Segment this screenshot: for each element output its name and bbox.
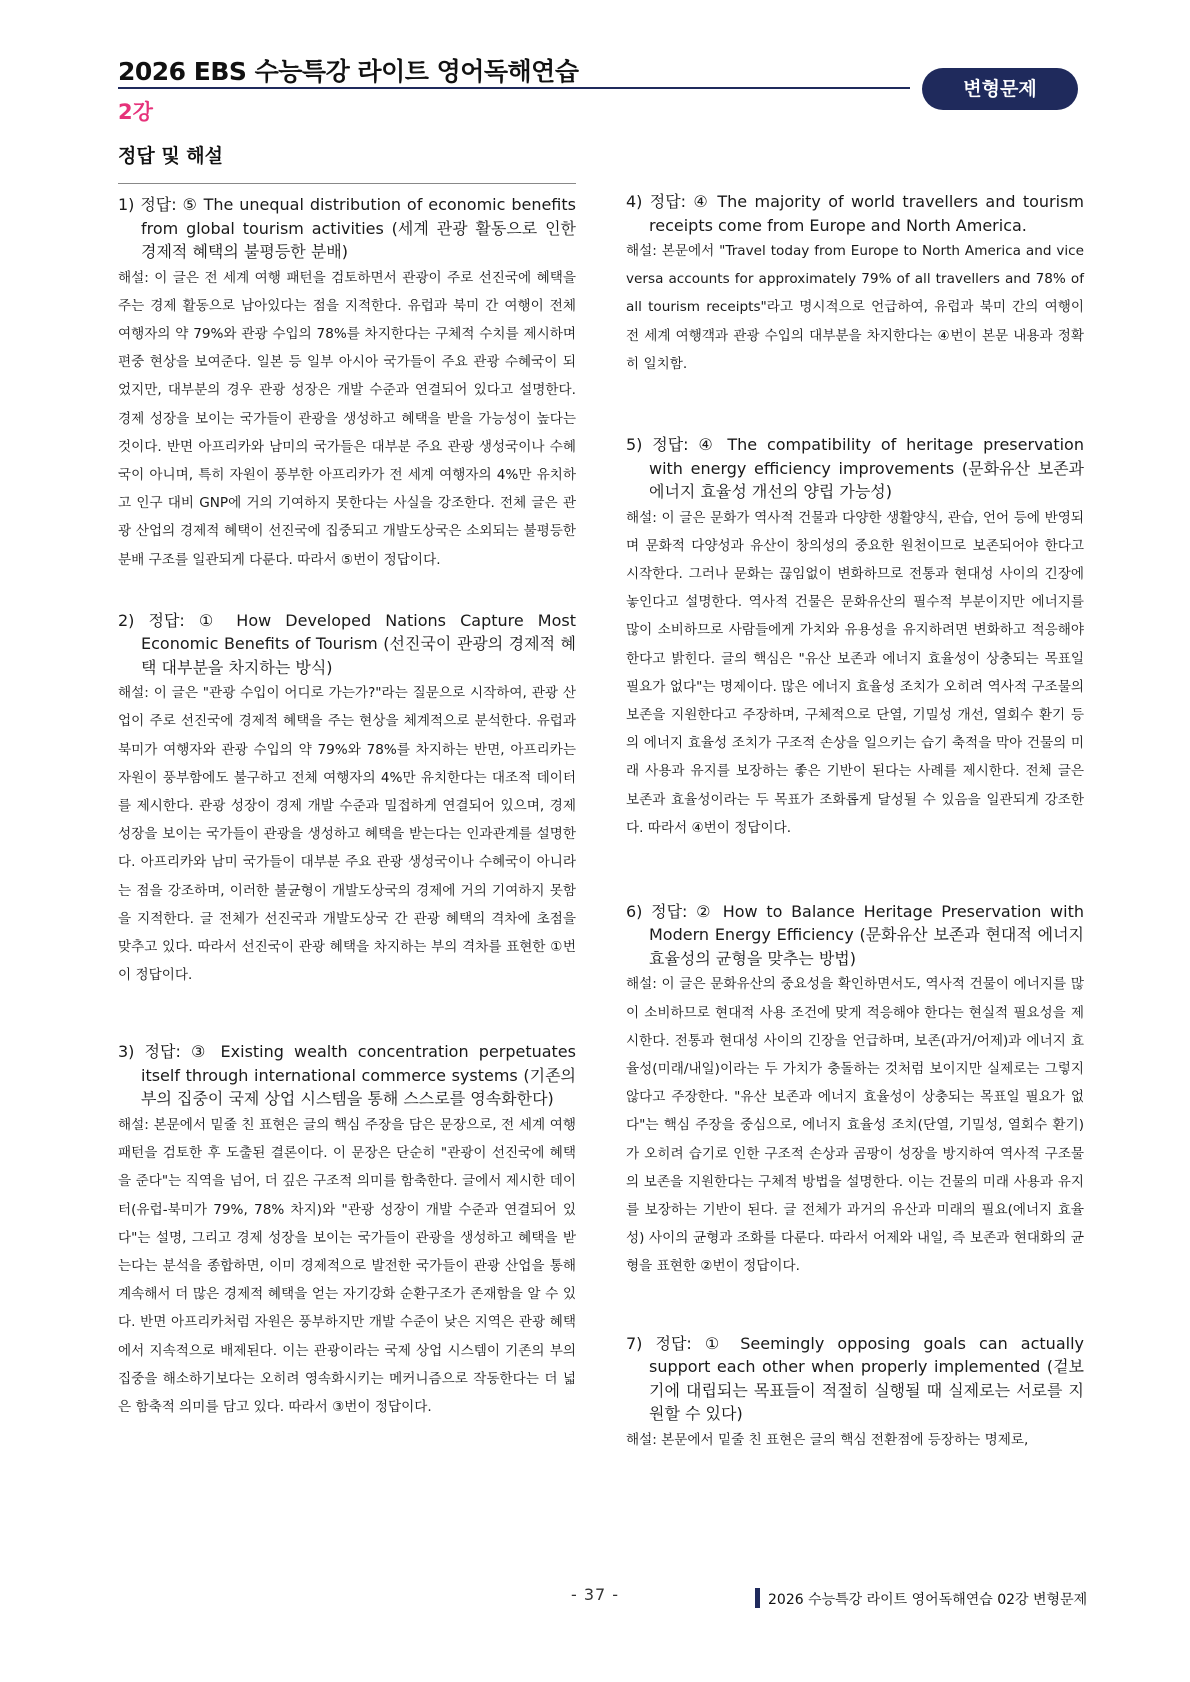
- explanation-text: 해설: 이 글은 전 세계 여행 패턴을 검토하면서 관광이 주로 선진국에 혜택을 주는 경제 활동으로 남아있다는 점을 지적한다. 유럽과 북미 간 여행이 전체 여행자의 약 79%와 관광 수입의 78%를 차지한다는 구체적 수치를 제시하며 편중 현상을 보여준다. 일본 등 일부 아시아 국가들이 주요 관광 수혜국이 되었지만, 대부분의 경우 관광 성장은 개발 수준과 연결되어 있다고 설명한다. 경제 성장을 보이는 국가들이 관광을 생성하고 혜택을 받을 가능성이 높다는 것이다. 반면 아프리카와 남미의 국가들은 대부분 주요 관광 생성국이나 수혜국이 아니며, 특히 자원이 풍부한 아프리카가 전 세계 여행자의 4%만 유치하고 인구 대비 GNP에 거의 기여하지 못한다는 사실을 강조한다. 전체 글은 관광 산업의 경제적 혜택이 선진국에 집중되고 개발도상국은 소외되는 불평등한 분배 구조를 일관되게 다룬다. 따라서 ⑤번이 정답이다.: [118, 269, 576, 568]
- explanation-text: 해설: 본문에서 "Travel today from Europe to North America and vice versa accounts for approximately 79% of all travellers and 78% of all tourism receipts"라고 명시적으로 언급하여, 유럽과 북미 간의 여행이 전 세계 여행객과 관광 수입의 대부분을 차지한다는 ④번이 본문 내용과 정확히 일치함.: [626, 243, 1084, 372]
- footer-title: 2026 수능특강 라이트 영어독해연습 02강 변형문제: [768, 1592, 1088, 1608]
- answer-item-4: [626, 190, 1084, 378]
- footer-marker: [755, 1588, 760, 1608]
- answer-item-3: [118, 1040, 576, 1421]
- left-column: [118, 193, 576, 1421]
- answer-line: 4) 정답: ④ The majority of world travellers and tourism receipts come from Europe and North America.: [626, 192, 1084, 235]
- header-title: 2026 EBS 수능특강 라이트 영어독해연습: [118, 57, 579, 86]
- explanation-text: 해설: 이 글은 문화유산의 중요성을 확인하면서도, 역사적 건물이 에너지를 많이 소비하므로 현대적 사용 조건에 맞게 적응해야 한다는 현실적 필요성을 제시한다. 전통과 현대성 사이의 긴장을 언급하며, 보존(과거/어제)과 에너지 효율성(미래/내일)이라는 두 가치가 충돌하는 것처럼 보이지만 실제로는 그렇지 않다고 주장한다. "유산 보존과 에너지 효율성이 상충되는 목표일 필요가 없다"는 핵심 주장을 중심으로, 에너지 효율성 조치(단열, 기밀성, 열회수 환기)가 오히려 습기로 인한 구조적 손상과 곰팡이 성장을 방지하여 역사적 구조물의 보존을 지원한다는 구체적 방법을 설명한다. 이는 건물의 미래 사용과 유지를 보장하는 기반이 된다. 글 전체가 과거의 유산과 미래의 필요(에너지 효율성) 사이의 균형과 조화를 다룬다. 따라서 어제와 내일, 즉 보존과 현대화의 균형을 표현한 ②번이 정답이다.: [626, 976, 1084, 1275]
- section-divider: [118, 183, 576, 184]
- variant-badge: 변형문제: [922, 68, 1078, 110]
- answer-item-6: [626, 900, 1084, 1281]
- answer-item-5: [626, 433, 1084, 842]
- header-divider: [118, 87, 910, 89]
- answer-item-2: [118, 609, 576, 990]
- explanation-text: 해설: 본문에서 밑줄 친 표현은 글의 핵심 전환점에 등장하는 명제로,: [626, 1431, 1029, 1448]
- lesson-label: 2강: [118, 100, 153, 124]
- explanation-text: 해설: 본문에서 밑줄 친 표현은 글의 핵심 주장을 담은 문장으로, 전 세계 여행 패턴을 검토한 후 도출된 결론이다. 이 문장은 단순히 "관광이 선진국에 혜택을 준다"는 직역을 넘어, 더 깊은 구조적 의미를 함축한다. 글에서 제시한 데이터(유럽-북미가 79%, 78% 차지)와 "관광 성장이 개발 수준과 연결되어 있다"는 설명, 그리고 경제 성장을 보이는 국가들이 관광을 생성하고 혜택을 받는다는 분석을 종합하면, 이미 경제적으로 발전한 국가들이 관광 산업을 통해 계속해서 더 많은 경제적 혜택을 얻는 자기강화 순환구조가 존재함을 알 수 있다. 반면 아프리카처럼 자원은 풍부하지만 개발 수준이 낮은 지역은 관광 혜택에서 지속적으로 배제된다. 이는 관광이라는 국제 상업 시스템이 기존의 부의 집중을 해소하기보다는 오히려 영속화시키는 메커니즘으로 작동한다는 더 넓은 함축적 의미를 담고 있다. 따라서 ③번이 정답이다.: [118, 1116, 576, 1415]
- answer-line: 5) 정답: ④ The compatibility of heritage preservation with energy efficiency improvements (문화유산 보존과 에너지 효율성 개선의 양립 가능성): [626, 435, 1084, 502]
- explanation-text: 해설: 이 글은 "관광 수입이 어디로 가는가?"라는 질문으로 시작하여, 관광 산업이 주로 선진국에 경제적 혜택을 주는 현상을 체계적으로 분석한다. 유럽과 북미가 여행자와 관광 수입의 약 79%와 78%를 차지하는 반면, 아프리카는 자원이 풍부함에도 불구하고 전체 여행자의 4%만 유치한다는 대조적 데이터를 제시한다. 관광 성장이 경제 개발 수준과 밀접하게 연결되어 있으며, 경제 성장을 보이는 국가들이 관광을 생성하고 혜택을 받는다는 인과관계를 설명한다. 아프리카와 남미 국가들이 대부분 주요 관광 생성국이나 수혜국이 아니라는 점을 강조하며, 이러한 불균형이 개발도상국의 경제에 거의 기여하지 못함을 지적한다. 글 전체가 선진국과 개발도상국 간 관광 혜택의 격차에 초점을 맞추고 있다. 따라서 선진국이 관광 혜택을 차지하는 부의 격차를 표현한 ①번이 정답이다.: [118, 685, 576, 984]
- answer-line: 2) 정답: ① How Developed Nations Capture Most Economic Benefits of Tourism (선진국이 관광의 경제적 혜택 대부분을 차지하는 방식): [118, 610, 576, 677]
- right-column: [626, 190, 1084, 1454]
- answer-item-1: [118, 193, 576, 574]
- answer-line: 7) 정답: ① Seemingly opposing goals can actually support each other when properly implemented (겉보기에 대립되는 목표들이 적절히 실행될 때 실제로는 서로를 지원할 수 있다): [626, 1333, 1084, 1424]
- section-title: 정답 및 해설: [118, 145, 223, 167]
- answer-line: 1) 정답: ⑤ The unequal distribution of economic benefits from global tourism activities (세계 관광 활동으로 인한 경제적 혜택의 불평등한 분배): [118, 195, 576, 261]
- page-number: - 37 -: [570, 1585, 620, 1604]
- answer-item-7: [626, 1332, 1084, 1454]
- answer-line: 6) 정답: ② How to Balance Heritage Preservation with Modern Energy Efficiency (문화유산 보존과 현대적 에너지 효율성의 균형을 맞추는 방법): [626, 901, 1084, 968]
- answer-line: 3) 정답: ③ Existing wealth concentration perpetuates itself through international commerce systems (기존의 부의 집중이 국제 상업 시스템을 통해 스스로를 영속화한다): [118, 1042, 576, 1109]
- explanation-text: 해설: 이 글은 문화가 역사적 건물과 다양한 생활양식, 관습, 언어 등에 반영되며 문화적 다양성과 유산이 창의성의 중요한 원천이므로 보존되어야 한다고 시작한다. 그러나 문화는 끊임없이 변화하므로 전통과 현대성 사이의 긴장에 놓인다고 설명한다. 역사적 건물은 문화유산의 필수적 부분이지만 에너지를 많이 소비하므로 사람들에게 가치와 유용성을 유지하려면 변화하고 적응해야 한다고 밝힌다. 글의 핵심은 "유산 보존과 에너지 효율성이 상충되는 목표일 필요가 없다"는 명제이다. 많은 에너지 효율성 조치가 오히려 역사적 구조물의 보존을 지원한다고 주장하며, 구체적으로 단열, 기밀성 개선, 열회수 환기 등의 에너지 효율성 조치가 구조적 손상을 일으키는 습기 축적을 막아 건물의 미래 사용과 유지를 보장하는 좋은 기반이 된다는 사례를 제시한다. 전체 글은 보존과 효율성이라는 두 목표가 조화롭게 달성될 수 있음을 일관되게 강조한다. 따라서 ④번이 정답이다.: [626, 509, 1084, 836]
